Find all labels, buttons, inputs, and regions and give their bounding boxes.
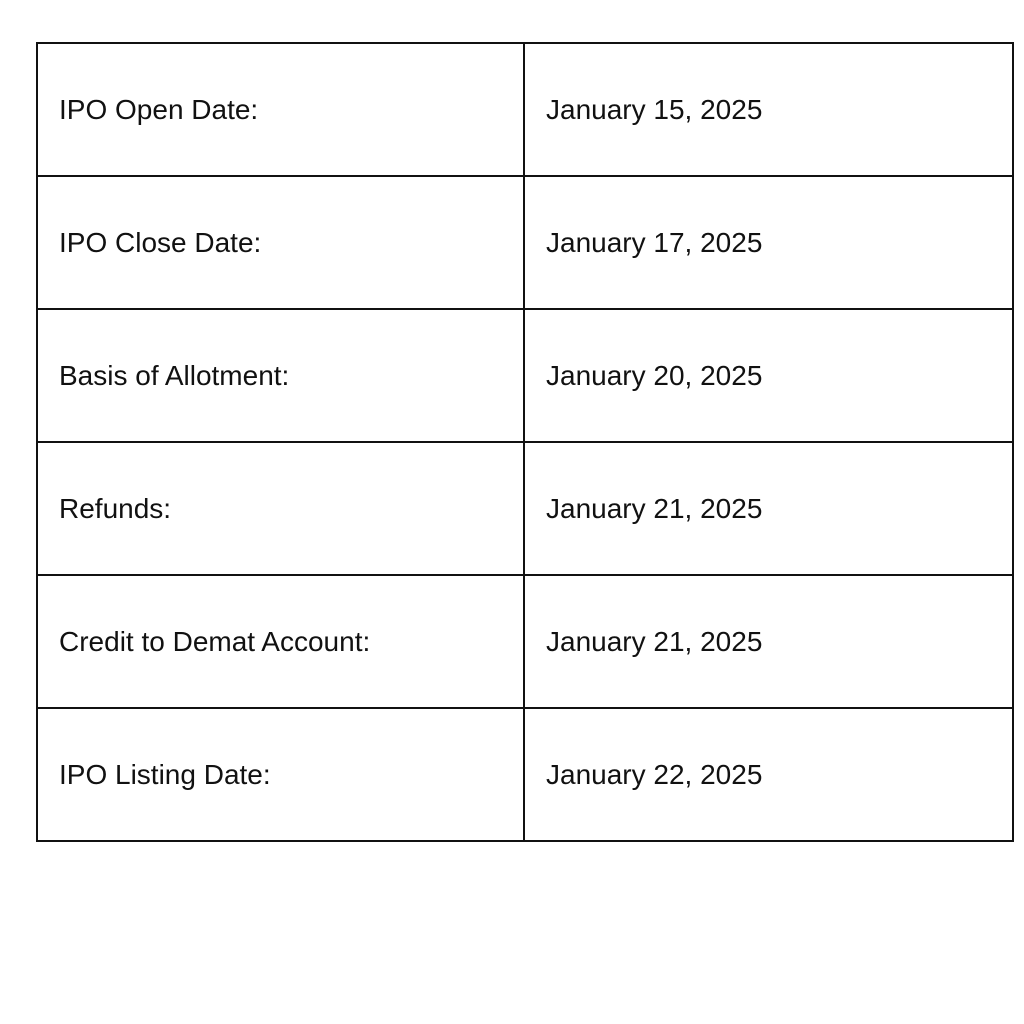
row-value: January 15, 2025 xyxy=(524,43,1013,176)
row-label: Refunds: xyxy=(37,442,524,575)
row-value: January 22, 2025 xyxy=(524,708,1013,841)
row-value: January 21, 2025 xyxy=(524,575,1013,708)
ipo-schedule-table xyxy=(36,42,1014,842)
table-row xyxy=(37,442,1013,575)
table-row xyxy=(37,575,1013,708)
row-label: Credit to Demat Account: xyxy=(37,575,524,708)
table-row xyxy=(37,176,1013,309)
row-label: Basis of Allotment: xyxy=(37,309,524,442)
table-row xyxy=(37,43,1013,176)
table-row xyxy=(37,309,1013,442)
row-label: IPO Close Date: xyxy=(37,176,524,309)
table-row xyxy=(37,708,1013,841)
row-value: January 20, 2025 xyxy=(524,309,1013,442)
row-value: January 17, 2025 xyxy=(524,176,1013,309)
row-label: IPO Listing Date: xyxy=(37,708,524,841)
row-value: January 21, 2025 xyxy=(524,442,1013,575)
row-label: IPO Open Date: xyxy=(37,43,524,176)
